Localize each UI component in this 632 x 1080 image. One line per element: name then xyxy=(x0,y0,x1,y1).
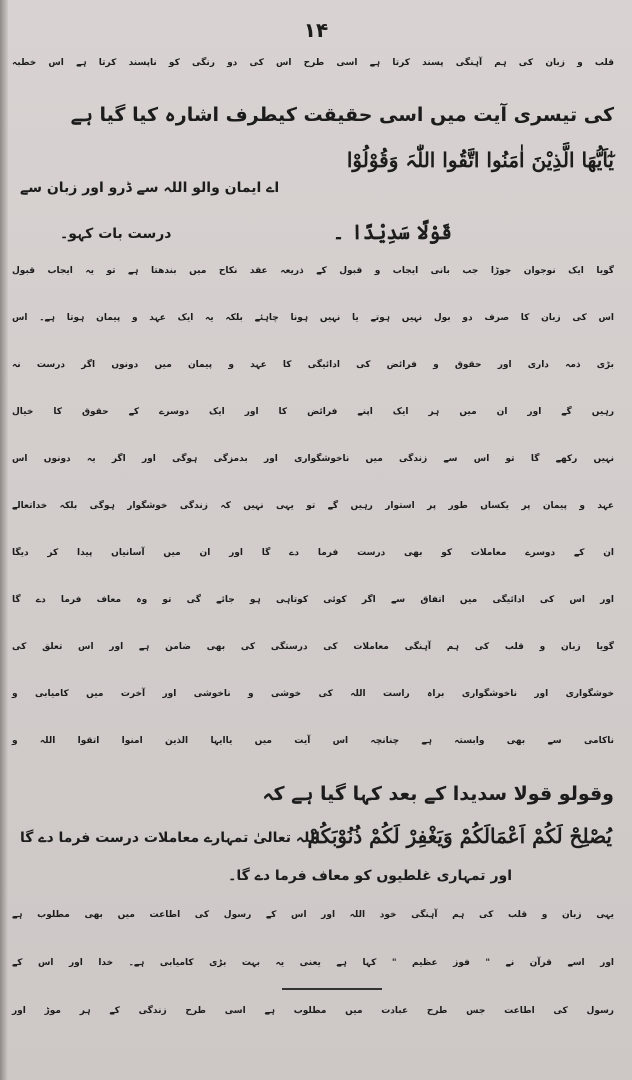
page-edge-shadow xyxy=(0,0,8,1080)
fauz-azeem-underline xyxy=(282,988,382,990)
text-line-9: ان کے دوسرے معاملات کو بھی درست فرما دے گا اور ان میں آسانیاں پیدا کر دیگا xyxy=(12,548,614,558)
page-number: ۱۴ xyxy=(303,18,329,42)
text-line-7: نہیں رکھے گا تو اس سے زندگی میں ناخوشگواری اور بدمزگی ہوگی اور اگر یہ دونوں اس xyxy=(12,454,614,464)
text-line-1: قلب و زبان کی ہم آہنگی پسند کرتا ہے اسی طرح اس کی دو رنگی کو ناپسند کرتا ہے اس خطبہ xyxy=(12,58,614,68)
text-line-14: وقولو قولا سدیدا کے بعد کہا گیا ہے کہ xyxy=(262,783,614,805)
closing-line-1: یہی زبان و قلب کی ہم آہنگی خود اللہ اور اس کے رسول کی اطاعت میں بھی مطلوب ہے xyxy=(12,910,614,920)
text-line-11: گویا زبان و قلب کی ہم آہنگی معاملات کی درستگی کی بھی ضامن ہے اور اس تعلق کی xyxy=(12,642,614,652)
verse-1-arabic-line-1: یٰٓاَیُّھَا الَّذِیْنَ اٰمَنُوا اتَّقُوا اللّٰہَ وَقُوْلُوْا xyxy=(346,148,614,172)
text-line-6: رہیں گے اور ان میں ہر ایک اپنے فرائض کا اور ایک دوسرے کے حقوق کا خیال xyxy=(12,407,614,417)
verse-2-translation-line-2: اور تمہاری غلطیوں کو معاف فرما دے گا۔ xyxy=(228,868,512,884)
closing-line-3: رسول کی اطاعت جس طرح عبادت میں مطلوب ہے اسی طرح زندگی کے ہر موڑ اور xyxy=(12,1006,614,1016)
verse-2-translation-line-1: اللہ تعالیٰ تمہارے معاملات درست فرما دے گا xyxy=(20,830,320,846)
verse-1-arabic-line-2: قَوْلًا سَدِیْدًا ۔ xyxy=(332,220,452,244)
text-line-13: ناکامی سے بھی وابستہ ہے چنانچہ اس آیت میں یاایہا الذین امنوا اتقوا اللہ و xyxy=(12,736,614,746)
text-line-12: خوشگواری اور ناخوشگواری براہ راست اللہ کی خوشی و ناخوشی اور آخرت میں کامیابی و xyxy=(12,689,614,699)
verse-1-translation-line-1: اے ایمان والو اللہ سے ڈرو اور زبان سے xyxy=(20,180,280,196)
text-line-8: عہد و پیمان پر یکساں طور پر استوار رہیں گے تو یہی نہیں کہ زندگی خوشگوار ہوگی بلکہ خداتعالے xyxy=(12,501,614,511)
text-line-5: بڑی ذمہ داری اور حقوق و فرائض کی ادائیگی کا عہد و پیمان میں دونوں اگر درست نہ xyxy=(12,360,614,370)
verse-2-arabic: یُصْلِحْ لَکُمْ اَعْمَالَکُمْ وَیَغْفِرْ لَکُمْ ذُنُوْبَکُمْ xyxy=(307,824,612,848)
text-line-10: اور اس کی ادائیگی میں اتفاق سے اگر کوئی کوتاہی ہو جائے گی تو وہ معاف فرما دے گا xyxy=(12,595,614,605)
text-line-4: اس کی زبان کا صرف دو بول نہیں ہوتے یا نہیں ہونا چاہئے بلکہ یہ ایک عہد و پیمان ہوتا ہے۔ اس xyxy=(12,313,614,323)
closing-line-2: اور اسے قرآن نے " فوز عظیم " کہا ہے یعنی یہ بہت بڑی کامیابی ہے۔ خدا اور اس کے xyxy=(12,958,614,968)
text-line-3: گویا ایک نوجوان جوڑا جب بانی ایجاب و قبول کے ذریعہ عقد نکاح میں بندھتا ہے تو یہ ایجاب قبول xyxy=(12,266,614,276)
text-line-2: کی تیسری آیت میں اسی حقیقت کیطرف اشارہ کیا گیا ہے xyxy=(70,104,614,126)
verse-1-translation-line-2: درست بات کہو۔ xyxy=(60,226,172,242)
